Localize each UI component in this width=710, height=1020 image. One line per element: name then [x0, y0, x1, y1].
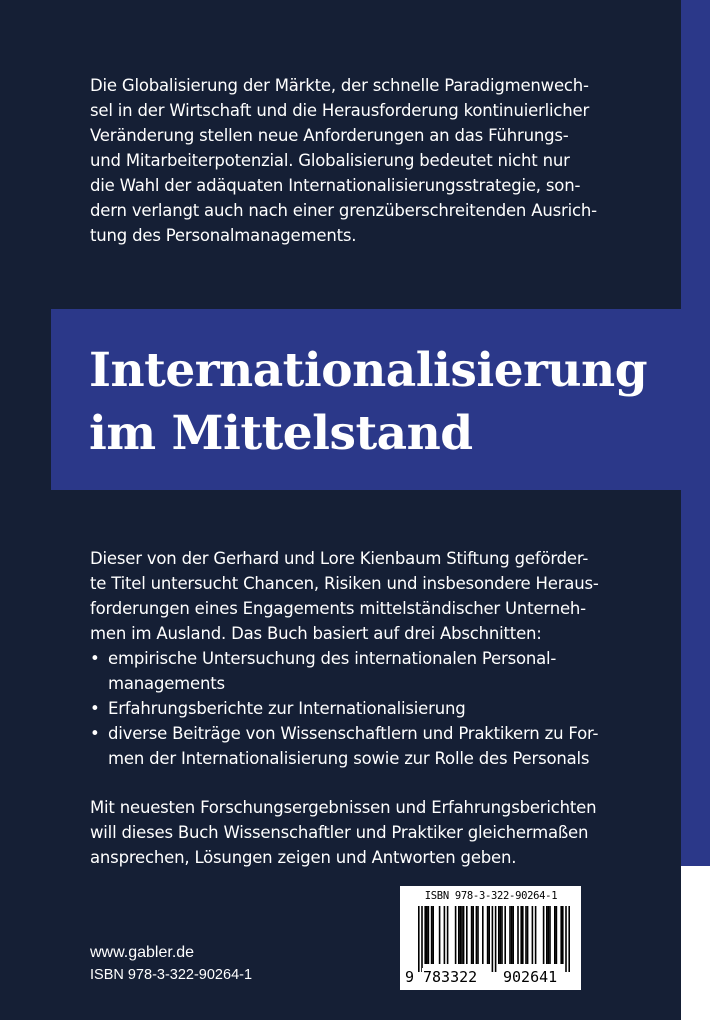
bullet-list [90, 646, 675, 771]
book-title-line-2: im Mittelstand [89, 406, 473, 461]
barcode-bar [535, 906, 537, 964]
intro-line: sel in der Wirtschaft und die Herausforderung kontinuierlicher [90, 101, 590, 120]
intro-line: die Wahl der adäquaten Internationalisierungsstrategie, son- [90, 176, 581, 195]
barcode-bar [565, 906, 567, 972]
barcode-bar [500, 906, 502, 964]
barcode-bar [447, 906, 449, 964]
barcode-bar [424, 906, 426, 964]
bullet-line: diverse Beiträge von Wissenschaftlern und Praktikern zu For- [108, 724, 599, 743]
title-band [51, 309, 681, 490]
bullet-line: men der Internationalisierung sowie zur Rolle des Personals [108, 749, 590, 768]
intro-line: Die Globalisierung der Märkte, der schnelle Paradigmenwech- [90, 76, 589, 95]
barcode-bar [426, 906, 428, 964]
bullet-line: Erfahrungsberichte zur Internationalisierung [108, 699, 466, 718]
barcode-bar [458, 906, 460, 964]
bullet-line: empirische Untersuchung des internationalen Personal- [108, 649, 557, 668]
intro-line: tung des Personalmanagements. [90, 226, 357, 245]
barcode-bar [439, 906, 441, 964]
barcode-bar [527, 906, 529, 964]
barcode-bar [418, 906, 420, 972]
barcode-bar [556, 906, 558, 964]
barcode-bar [444, 906, 446, 964]
barcode-bar [520, 906, 522, 964]
book-title-line-1: Internationalisierung [89, 343, 648, 398]
description-line: te Titel untersucht Chancen, Risiken und insbesondere Heraus- [90, 574, 599, 593]
barcode-bar [498, 906, 500, 964]
barcode-bar [501, 906, 503, 964]
intro-line: und Mitarbeiterpotenzial. Globalisierung bedeutet nicht nur [90, 151, 570, 170]
barcode-bar [517, 906, 519, 964]
barcode-bar [461, 906, 463, 964]
barcode-bar [549, 906, 551, 964]
barcode-bar [466, 906, 468, 964]
barcode-bar [495, 906, 497, 972]
barcode-digit-first: 9 [405, 968, 415, 986]
spine-white-block [681, 866, 710, 1020]
barcode-bar [421, 906, 423, 972]
barcode-bar [511, 906, 513, 964]
barcode-bar [463, 906, 465, 964]
description-line: Dieser von der Gerhard und Lore Kienbaum Stiftung geförder- [90, 549, 589, 568]
barcode-bar [476, 906, 478, 964]
bullet-dot: • [90, 724, 100, 743]
barcode-bar [509, 906, 511, 964]
barcode-bar [472, 906, 474, 964]
barcode-bar [428, 906, 430, 964]
barcode-bar [504, 906, 506, 964]
barcode-bar [487, 906, 489, 964]
isbn-text: ISBN 978-3-322-90264-1 [90, 967, 253, 983]
barcode-bar [554, 906, 556, 964]
closing-paragraph [90, 795, 675, 870]
barcode-digits [402, 968, 578, 986]
barcode-bar [512, 906, 514, 964]
barcode-digit-left-group: 783322 [423, 968, 478, 986]
barcode-bar [548, 906, 550, 964]
barcode-bar [455, 906, 457, 964]
barcode-bar [522, 906, 524, 964]
closing-line: Mit neuesten Forschungsergebnissen und Erfahrungsberichten [90, 798, 597, 817]
intro-paragraph [90, 73, 675, 248]
description-line: men im Ausland. Das Buch basiert auf drei Abschnitten: [90, 624, 542, 643]
barcode-bar [560, 906, 562, 964]
barcode-digit-right-group: 902641 [503, 968, 558, 986]
description-line: forderungen eines Engagements mittelständischer Unterneh- [90, 599, 586, 618]
bullet-item [90, 721, 675, 771]
bullet-dot: • [90, 699, 100, 718]
barcode-bar [460, 906, 462, 964]
barcode-panel [400, 886, 581, 990]
publisher-url[interactable]: www.gabler.de [90, 944, 195, 961]
bullet-line: managements [108, 674, 225, 693]
bullet-item [90, 646, 675, 696]
closing-line: ansprechen, Lösungen zeigen und Antworten geben. [90, 848, 517, 867]
barcode-bar [432, 906, 434, 964]
barcode-bar [525, 906, 527, 964]
barcode-bar [471, 906, 473, 964]
barcode-bar [431, 906, 433, 964]
description-paragraph [90, 546, 675, 646]
barcode-bar [488, 906, 490, 964]
barcode-bar [562, 906, 564, 964]
intro-line: dern verlangt auch nach einer grenzüberschreitenden Ausrich- [90, 201, 597, 220]
barcode-bar [477, 906, 479, 964]
intro-line: Veränderung stellen neue Anforderungen an das Führungs- [90, 126, 569, 145]
barcode-isbn-header: ISBN 978-3-322-90264-1 [424, 890, 558, 902]
barcode-bar [543, 906, 545, 964]
barcode-bar [482, 906, 484, 964]
bullet-item [90, 696, 675, 721]
barcode-bar [532, 906, 534, 964]
bullet-dot: • [90, 649, 100, 668]
closing-line: will dieses Buch Wissenschaftler und Praktiker gleichermaßen [90, 823, 589, 842]
barcode-bar [546, 906, 548, 964]
barcode-bar [568, 906, 570, 972]
barcode-bar [492, 906, 494, 972]
